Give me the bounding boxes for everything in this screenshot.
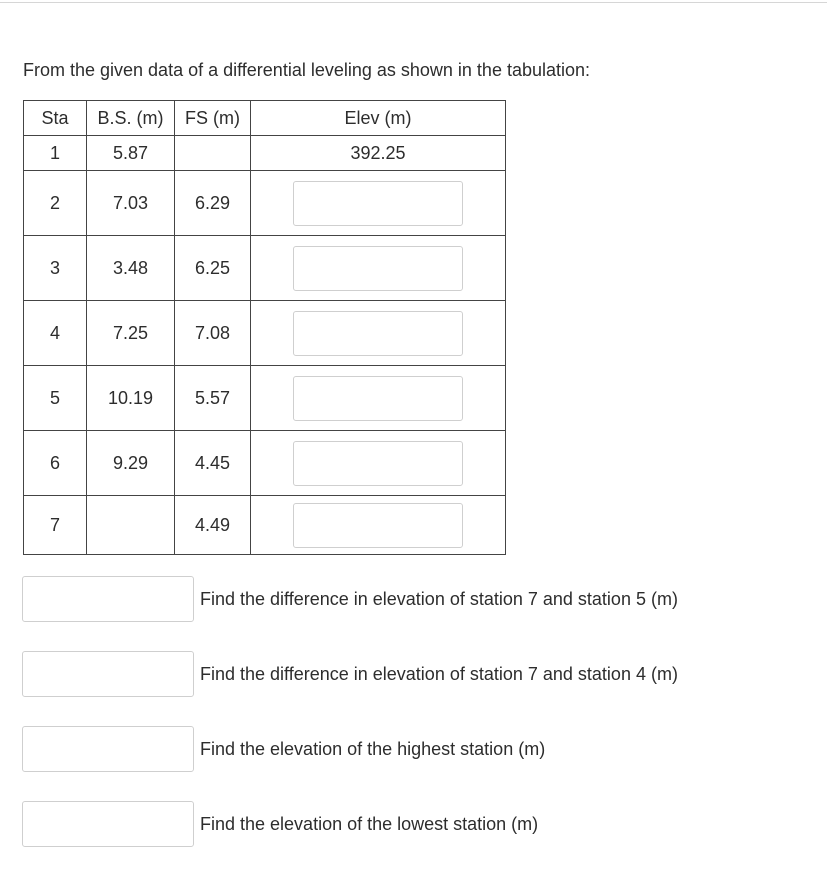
cell-sta: 3 [24, 236, 87, 301]
header-sta: Sta [24, 101, 87, 136]
answer-input-diff-7-4[interactable] [22, 651, 194, 697]
top-divider [0, 2, 827, 3]
cell-bs: 7.25 [87, 301, 175, 366]
table-row [24, 366, 506, 431]
cell-elev: 392.25 [251, 136, 506, 171]
elev-input-station-3[interactable] [293, 246, 463, 291]
cell-bs: 5.87 [87, 136, 175, 171]
cell-elev [251, 301, 506, 366]
question-row [22, 726, 802, 772]
elev-input-station-5[interactable] [293, 376, 463, 421]
cell-fs: 6.25 [175, 236, 251, 301]
table-row [24, 236, 506, 301]
cell-sta: 6 [24, 431, 87, 496]
table-row [24, 171, 506, 236]
table-row [24, 431, 506, 496]
leveling-table [23, 100, 506, 555]
header-elev: Elev (m) [251, 101, 506, 136]
question-row [22, 651, 802, 697]
question-text: Find the difference in elevation of station 7 and station 4 (m) [200, 664, 678, 684]
elev-input-station-4[interactable] [293, 311, 463, 356]
cell-sta: 1 [24, 136, 87, 171]
table-row [24, 496, 506, 555]
cell-bs [87, 496, 175, 555]
cell-bs: 10.19 [87, 366, 175, 431]
question-text: Find the elevation of the lowest station (m) [200, 814, 539, 834]
cell-sta: 7 [24, 496, 87, 555]
answer-input-highest-station[interactable] [22, 726, 194, 772]
cell-fs: 4.45 [175, 431, 251, 496]
cell-sta: 4 [24, 301, 87, 366]
cell-elev [251, 236, 506, 301]
table-row [24, 136, 506, 171]
question-row [22, 801, 802, 847]
elev-input-station-2[interactable] [293, 181, 463, 226]
table-row [24, 301, 506, 366]
cell-fs: 6.29 [175, 171, 251, 236]
cell-bs: 7.03 [87, 171, 175, 236]
question-text: Find the elevation of the highest station (m) [200, 739, 546, 759]
cell-elev [251, 171, 506, 236]
table-header-row [24, 101, 506, 136]
cell-bs: 9.29 [87, 431, 175, 496]
problem-statement: From the given data of a differential leveling as shown in the tabulation: [23, 60, 591, 80]
question-row [22, 576, 802, 622]
elev-input-station-6[interactable] [293, 441, 463, 486]
cell-bs: 3.48 [87, 236, 175, 301]
cell-fs: 7.08 [175, 301, 251, 366]
cell-fs [175, 136, 251, 171]
cell-sta: 5 [24, 366, 87, 431]
answer-input-diff-7-5[interactable] [22, 576, 194, 622]
cell-fs: 4.49 [175, 496, 251, 555]
answer-input-lowest-station[interactable] [22, 801, 194, 847]
cell-elev [251, 431, 506, 496]
cell-fs: 5.57 [175, 366, 251, 431]
cell-elev [251, 496, 506, 555]
elev-input-station-7[interactable] [293, 503, 463, 548]
cell-elev [251, 366, 506, 431]
cell-sta: 2 [24, 171, 87, 236]
header-fs: FS (m) [175, 101, 251, 136]
header-bs: B.S. (m) [87, 101, 175, 136]
question-text: Find the difference in elevation of station 7 and station 5 (m) [200, 589, 678, 609]
